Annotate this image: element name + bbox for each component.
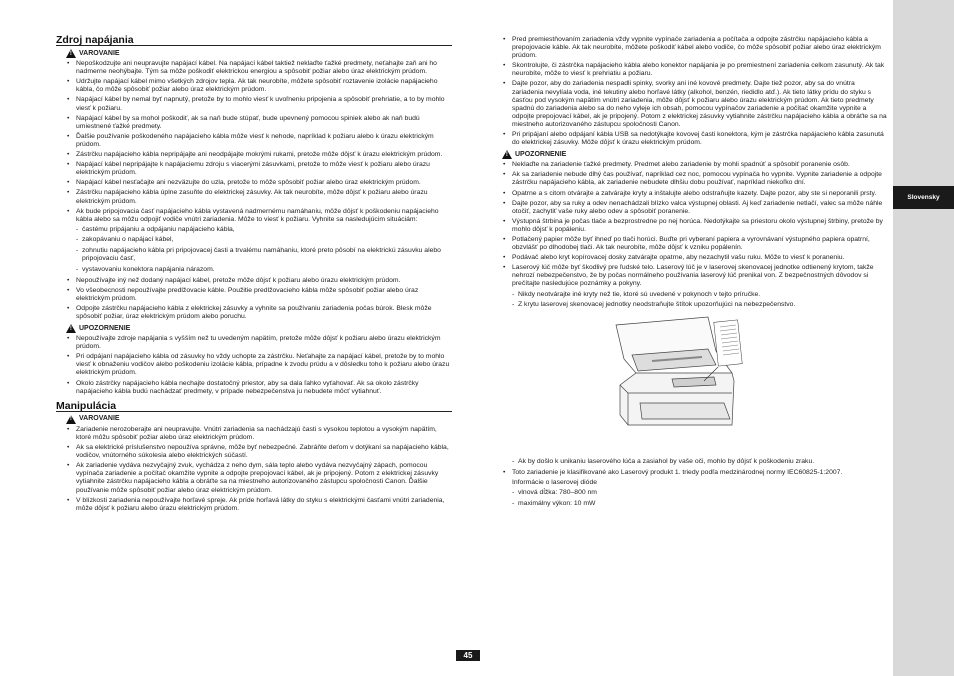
list-item: • Ak sa elektrické príslušenstvo nepoužíva správne, môže byť nebezpečné. Zabráňte deťom v dotýkaní sa napájacieho kábla, vodičov, vnútorného súkolesia alebo elektrických súčastí. [56,444,452,460]
list-item: • Zariadenie nerozoberajte ani neupravujte. Vnútri zariadenia sa nachádzajú časti s vysokou teplotou a vysokým napätím, ktoré môžu spôsobiť požiar alebo úraz elektrickým prúdom. [56,426,452,442]
list-item: • Potlačený papier môže byť ihneď po tlači horúci. Buďte pri vyberaní papiera a vyrovnávaní výstupného papiera opatrní, obzvlášť po dlhodobej tlači. Ak tak neurobíte, môže dôjsť k vzniku popálenín. [492,236,888,252]
sub-item: - vystavovaniu konektora napájania nárazom. [56,266,452,274]
list-item: • Opatrne a s citom otvárajte a zatvárajte kryty a inštalujte alebo odstraňujte kazety. Dajte pozor, aby ste si neporanili prsty. [492,190,888,198]
list-item: • Neklaďte na zariadenie ťažké predmety. Predmet alebo zariadenie by mohli spadnúť a spôsobiť poranenie osôb. [492,161,888,169]
list-item: • Ak bude pripojovacia časť napájacieho kábla vystavená nadmernému namáhaniu, môže dôjsť k poškodeniu napájacieho kábla alebo sa môžu odpojiť vodiče vnútri zariadenia. Môže to viesť k požiaru. Vyhnite sa nasledujúcim situáciám: [56,208,452,224]
handling-continued-list [492,36,888,147]
diode-spec-list [492,489,888,508]
caution-icon [502,150,512,159]
list-item: • Napájací kábel nesťačajte ani nezväzujte do uzla, pretože to môže spôsobiť požiar alebo úraz elektrickým prúdom. [56,179,452,187]
laser-info-list [492,458,888,477]
sub-item: - vlnová dĺžka: 780–800 nm [492,489,888,497]
handling-heading: Manipulácia [56,402,452,412]
sub-item: - častému pripájaniu a odpájaniu napájacieho kábla, [56,226,452,234]
caution-list [492,161,888,309]
caution-icon [66,324,76,333]
sub-item: - maximálny výkon: 10 mW [492,500,888,508]
list-item: • Pri pripájaní alebo odpájaní kábla USB sa nedotýkajte kovovej časti konektora, kým je zástrčka napájacieho kábla zasunutá do elektrickej zásuvky. Môže dôjsť k úrazu elektrickým prúdom. [492,131,888,147]
warning-label: ! VAROVANIE [66,415,452,424]
list-item: • Vo všeobecnosti nepoužívajte predlžovacie káble. Použitie predlžovacieho kábla môže spôsobiť požiar alebo úraz elektrickým prúdom. [56,287,452,303]
list-item: • Ak zariadenie vydáva nezvyčajný zvuk, vychádza z neho dym, sála teplo alebo vydáva nezvyčajný zápach, pomocou vypínača zariadenie a počítač okamžite vypnite a odpojte prepojovací kábel, ak je pripojený. Potom z elektrickej zásuvky vytiahnite zástrčku napájacieho kábla a obráťte sa na miestneho autorizovaného zástupcu spoločnosti Canon. Ďalšie používanie môže spôsobiť požiar alebo úraz elektrickým prúdom. [56,462,452,494]
left-column [56,0,452,515]
list-item: • Skontrolujte, či zástrčka napájacieho kábla alebo konektor napájania je po premiestnení zariadenia celkom zasunutý. Ak tak neurobíte, môže to viesť k prehriatiu a požiaru. [492,62,888,78]
handling-warning-list [56,426,452,513]
power-supply-heading: Zdroj napájania [56,36,452,46]
right-column [492,0,888,511]
warning-label: ! VAROVANIE [66,49,452,58]
sub-item: - Z krytu laserovej skenovacej jednotky neodstraňujte štítok upozorňujúci na nebezpečenstvo. [492,301,888,309]
page-number: 45 [456,650,480,661]
list-item: • Nepoškodzujte ani neupravujte napájací kábel. Na napájací kábel taktiež neklaďte ťažké predmety, neťahajte zaň ani ho nadmerne neohýbajte. Tým sa môže poškodiť elektrickou energiou a spôsobiť požiar alebo úraz elektrickým prúdom. [56,60,452,76]
printer-laser-label-illustration [612,315,744,438]
list-item: • Okolo zástrčky napájacieho kábla nechajte dostatočný priestor, aby sa dala ľahko vyťahovať. Ak sa okolo zástrčky napájacieho kábla budú nachádzať predmety, v prípade nebezpečenstva ju nebudete môcť vytiahnuť. [56,380,452,396]
list-item: • Napájací kábel by nemal byť napnutý, pretože by to mohlo viesť k uvoľneniu pripojenia a spôsobiť prehriatie, a to by mohlo viesť k požiaru. [56,96,452,112]
sub-item: - Ak by došlo k unikaniu laserového lúča a zasiahol by vaše oči, mohlo by dôjsť k poškodeniu zraku. [492,458,888,466]
list-item: • Výstupná štrbina je počas tlače a bezprostredne po nej horúca. Nedotýkajte sa priestoru okolo výstupnej štrbiny, pretože by mohlo dôjsť k popáleniu. [492,218,888,234]
list-item: • Laserový lúč môže byť škodlivý pre ľudské telo. Laserový lúč je v laserovej skenovacej jednotke odtienený krytom, takže nehrozí nebezpečenstvo, že by počas normálneho používania laserový lúč prenikal von. Z bezpečnostných dôvodov si prečítajte nasledujúce poznámky a pokyny. [492,264,888,288]
language-tab[interactable]: Slovensky [893,186,954,209]
list-item: • Pred premiestňovaním zariadenia vždy vypnite vypínače zariadenia a počítača a odpojte zástrčku napájacieho kábla a prepojovacie káble. Ak tak neurobíte, môžete poškodiť kábel alebo vodiče, čo môže spôsobiť požiar alebo úraz elektrickým prúdom. [492,36,888,60]
sub-item: - Nikdy neotvárajte iné kryty než tie, ktoré sú uvedené v pokynoch v tejto príručke. [492,291,888,299]
list-item: • Podávač alebo kryt kopírovacej dosky zatvárajte opatrne, aby nezachytil vašu ruku. Môže to viesť k poraneniu. [492,254,888,262]
list-item: • Ak sa zariadenie nebude dlhý čas používať, napríklad cez noc, pomocou vypínača ho vypnite. Vypnite zariadenie a odpojte zástrčku napájacieho kábla, ak zariadenie nebudete dlhšiu dobu používať, napríklad niekoľko dní. [492,171,888,187]
sidebar [893,0,954,676]
list-item: • Toto zariadenie je klasifikované ako Laserový produkt 1. triedy podľa medzinárodnej normy IEC60825-1:2007. [492,469,888,477]
sub-item: - zohnutiu napájacieho kábla pri pripojovacej časti a trvalému namáhaniu, ktoré preto pôsobí na elektrickú zásuvku alebo pripojovaciu časť, [56,247,452,263]
list-item: • Zástrčku napájacieho kábla úplne zasuňte do elektrickej zásuvky. Ak tak neurobíte, môže dôjsť k požiaru alebo úrazu elektrickým prúdom. [56,189,452,205]
list-item: • Nepoužívajte iný než dodaný napájací kábel, pretože môže dôjsť k požiaru alebo úrazu elektrickým prúdom. [56,277,452,285]
list-item: • Pri odpájaní napájacieho kábla od zásuvky ho vždy uchopte za zástrčku. Neťahajte za napájací kábel, pretože by to mohlo viesť k obnaženiu vodičov alebo poškodeniu izolácie kábla, prípadne k zvodu prúdu a v dôsledku toho k požiaru alebo úrazu elektrickým prúdom. [56,353,452,377]
diode-info-label: Informácie o laserovej dióde [512,479,598,487]
list-item: • Zástrčku napájacieho kábla nepripájajte ani neodpájajte mokrými rukami, pretože môže dôjsť k úrazu elektrickým prúdom. [56,151,452,159]
caution-label: ! UPOZORNENIE [502,150,888,159]
list-item: • Ďalšie používanie poškodeného napájacieho kábla môže viesť k nehode, napríklad k požiaru alebo k úrazu elektrickým prúdom. [56,133,452,149]
list-item: • Dajte pozor, aby do zariadenia nespadli spinky, svorky ani iné kovové predmety. Dajte tiež pozor, aby sa do vnútra zariadenia nevylíala voda, iné tekutiny alebo horľavé látky (alkohol, benzén, riedidlo atď.). Ak tieto látky prídu do styku s časťou pod vysokým napätím vnútri zariadenia, môže dôjsť k požiaru alebo úrazu elektrickým prúdom. Ak tieto predmety spadnú do zariadenia alebo sa do neho vyleje ich obsah, pomocou vypínačov zariadenie a počítač okamžite vypnite a odpojte prepojovací kábel, ak je pripojený. Potom z elektrickej zásuvky vytiahnite zástrčku napájacieho kábla a obráťte sa na miestneho autorizovaného zástupcu spoločnosti Canon. [492,80,888,129]
caution-label: ! UPOZORNENIE [66,324,452,333]
list-item: • Udržujte napájací kábel mimo všetkých zdrojov tepla. Ak tak neurobíte, môžete spôsobiť roztavenie izolácie napájacieho kábla, čo môže spôsobiť požiar alebo úraz elektrickým prúdom. [56,78,452,94]
sub-item: - zakopávaniu o napájací kábel, [56,236,452,244]
power-caution-list [56,335,452,396]
warning-icon [66,49,76,58]
list-item: • V blízkosti zariadenia nepoužívajte horľavé spreje. Ak príde horľavá látky do styku s elektrickými časťami vnútri zariadenia, môže dôjsť k požiaru alebo úrazu elektrickým prúdom. [56,497,452,513]
list-item: • Odpojte zástrčku napájacieho kábla z elektrickej zásuvky a vyhnite sa používaniu zariadenia počas búrok. Blesk môže spôsobiť požiar, úraz elektrickým prúdom alebo poruchu. [56,305,452,321]
list-item: • Dajte pozor, aby sa ruky a odev nenachádzali blízko valca výstupnej oblasti. Aj keď zariadenie netlačí, valec sa môže náhle otočiť, zachytiť vaše ruky alebo odev a spôsobiť poranenie. [492,200,888,216]
power-warning-list [56,60,452,321]
list-item: • Napájací kábel by sa mohol poškodiť, ak sa naň bude stúpať, bude upevnený pomocou spiniek alebo ak naň budú umiestnené ťažké predmety. [56,115,452,131]
warning-icon [66,415,76,424]
list-item: • Napájací kábel nepripájajte k napájaciemu zdroju s viacerými zásuvkami, pretože to môže viesť k požiaru alebo úrazu elektrickým prúdom. [56,161,452,177]
list-item: • Nepoužívajte zdroje napájania s vyšším než tu uvedeným napätím, pretože môže dôjsť k požiaru alebo úrazu elektrickým prúdom. [56,335,452,351]
printer-illustration [612,315,744,438]
